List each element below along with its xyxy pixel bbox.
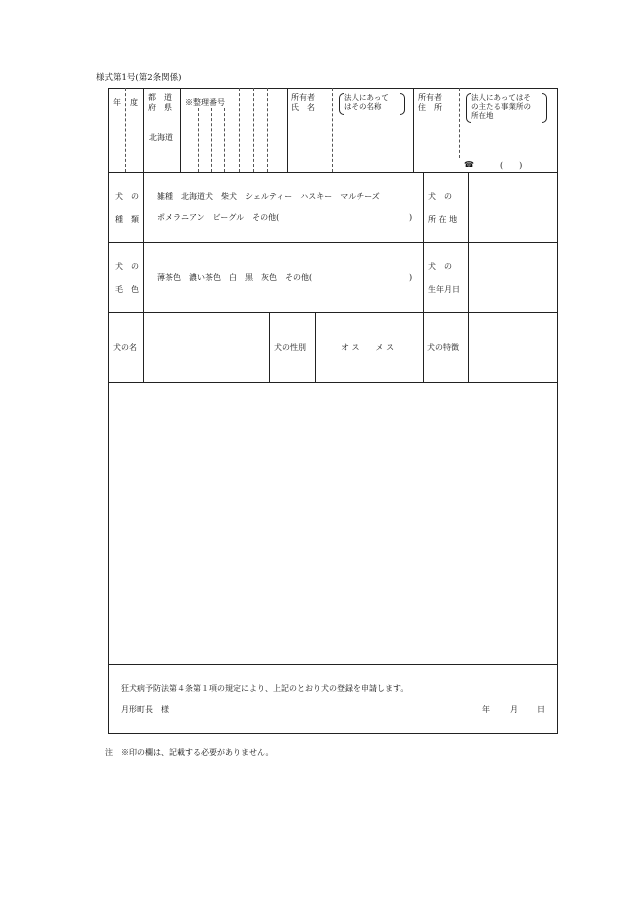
header-line-3 xyxy=(287,88,288,172)
owner-name-label: 所有者 氏 名 xyxy=(291,93,315,112)
coat-label-1: 犬 の xyxy=(115,262,139,271)
dog-name-label: 犬の名 xyxy=(113,343,137,352)
date-day: 日 xyxy=(537,705,545,714)
corp-address-note: 法人にあってはそ の主たる事業所の 所在地 xyxy=(471,93,531,120)
corp-name-note: 法人にあって はその名称 xyxy=(344,93,389,112)
body-line-mid xyxy=(423,172,424,382)
application-statement: 狂犬病予防法第４条第１項の規定により、上記のとおり犬の登録を申請します。 xyxy=(121,684,409,693)
location-label-2: 所 在 地 xyxy=(428,215,458,224)
location-label-1: 犬 の xyxy=(428,192,452,201)
breed-other-close-paren: ) xyxy=(409,213,413,222)
dog-sex-label: 犬の性別 xyxy=(274,343,306,352)
header-dash-owner xyxy=(332,88,333,172)
addressee: 月形町長 様 xyxy=(121,705,169,714)
birth-label-1: 犬 の xyxy=(428,262,452,271)
birth-label-2: 生年月日 xyxy=(428,285,460,294)
form-label: 様式第1号(第2条関係) xyxy=(96,73,182,83)
row-divider-remarks xyxy=(108,664,558,665)
row-divider-name xyxy=(108,382,558,383)
body-line-left xyxy=(143,172,144,382)
nendo-label-year: 年 xyxy=(113,98,121,107)
prefecture-value: 北海道 xyxy=(149,133,173,142)
header-dash-addr xyxy=(459,88,460,158)
todofuken-label: 都 道 府 県 xyxy=(148,93,172,112)
body-line-right xyxy=(468,172,469,382)
name-row-line-2 xyxy=(315,312,316,382)
header-dash-seiri-1 xyxy=(198,108,199,172)
header-dash-seiri-2 xyxy=(211,108,212,172)
header-dash-seiri-6 xyxy=(267,88,268,172)
corp-name-paren-right xyxy=(400,93,405,115)
header-dash-seiri-5 xyxy=(253,88,254,172)
breed-label-2: 種 類 xyxy=(115,215,139,224)
coat-other-close-paren: ) xyxy=(409,273,413,282)
breed-options-line-1: 雑種 北海道犬 柴犬 シェルティー ハスキー マルチーズ xyxy=(157,192,380,201)
coat-label-2: 毛 色 xyxy=(115,285,139,294)
row-divider-header xyxy=(108,172,558,173)
date-year: 年 xyxy=(482,705,490,714)
breed-options-line-2: ポメラニアン ビーグル その他( xyxy=(157,213,280,222)
header-line-4 xyxy=(413,88,414,172)
nendo-label-degree: 度 xyxy=(130,98,138,107)
header-line-1 xyxy=(143,88,144,172)
header-line-2 xyxy=(180,88,181,172)
coat-color-options: 薄茶色 濃い茶色 白 黒 灰色 その他( xyxy=(157,273,313,282)
breed-label-1: 犬 の xyxy=(115,192,139,201)
header-dash-seiri-3 xyxy=(224,108,225,172)
corp-addr-paren-right xyxy=(542,93,547,123)
row-divider-coat xyxy=(108,312,558,313)
dog-feature-label: 犬の特徴 xyxy=(427,343,459,352)
date-month: 月 xyxy=(510,705,518,714)
phone-area-code-parens: ( ) xyxy=(500,161,523,170)
owner-address-label: 所有者 住 所 xyxy=(418,93,442,112)
header-dash-seiri-4 xyxy=(239,88,240,172)
header-dash-nendo xyxy=(125,88,126,172)
dog-sex-options: オ ス メ ス xyxy=(341,343,395,352)
phone-icon: ☎ xyxy=(464,160,474,169)
name-row-line-1 xyxy=(269,312,270,382)
registration-form xyxy=(108,88,558,734)
seiri-bango-label: ※整理番号 xyxy=(185,98,225,107)
footnote: 注 ※印の欄は、記載する必要がありません。 xyxy=(105,748,274,757)
row-divider-breed xyxy=(108,242,558,243)
